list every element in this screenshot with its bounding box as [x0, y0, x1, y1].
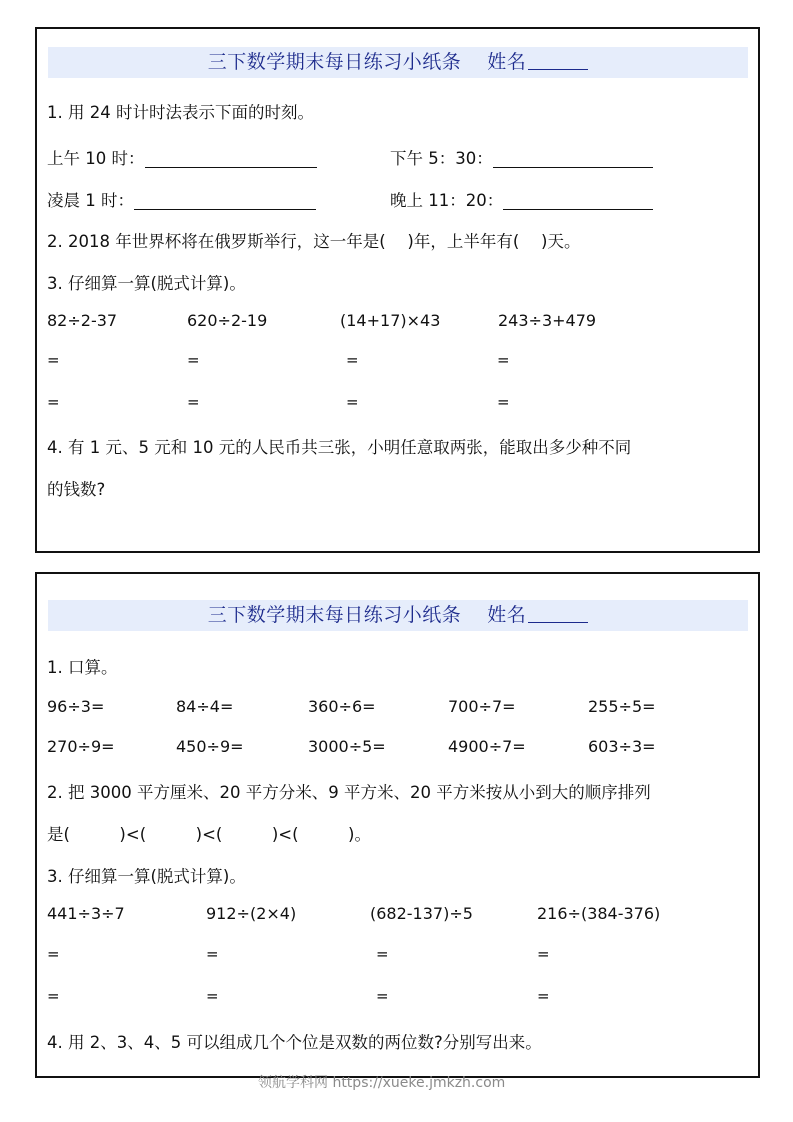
time-item-4: 晚上 11：20： [390, 187, 653, 211]
equals-sign: = [346, 393, 359, 411]
question-1-prompt: 1. 口算。 [47, 658, 118, 677]
worksheet-title-banner [48, 600, 748, 631]
mental-math-item: 4900÷7= [448, 737, 526, 756]
mental-math-item: 603÷3= [588, 737, 656, 756]
expression-4: 243÷3+479 [498, 311, 597, 330]
watermark-text: 领航学科网 https://xueke.jmkzh.com [258, 1075, 506, 1091]
expression-3: (14+17)×43 [340, 311, 441, 330]
time-item-2: 下午 5：30： [390, 145, 653, 169]
question-3-prompt: 3. 仔细算一算(脱式计算)。 [47, 274, 246, 293]
expression-1: 82÷2-37 [47, 311, 118, 330]
equals-sign: = [346, 351, 359, 369]
mental-math-item: 450÷9= [176, 737, 244, 756]
question-4-prompt-line2: 的钱数? [47, 480, 106, 499]
expression-2: 620÷2-19 [187, 311, 268, 330]
expression-4: 216÷(384-376) [537, 904, 661, 923]
name-label: 姓名 [487, 604, 527, 626]
mental-math-item: 96÷3= [47, 697, 105, 716]
time-item-1: 上午 10 时： [47, 145, 317, 169]
name-blank-field[interactable] [528, 602, 588, 623]
equals-sign: = [376, 987, 389, 1005]
answer-blank[interactable] [145, 151, 317, 168]
equals-sign: = [47, 351, 60, 369]
worksheet-title: 三下数学期末每日练习小纸条 [207, 51, 462, 73]
question-4-prompt-line1: 4. 有 1 元、5 元和 10 元的人民币共三张，小明任意取两张，能取出多少种不同 [47, 438, 632, 457]
mental-math-item: 84÷4= [176, 697, 234, 716]
time-item-3: 凌晨 1 时： [47, 187, 316, 211]
equals-sign: = [47, 987, 60, 1005]
question-4-prompt: 4. 用 2、3、4、5 可以组成几个个位是双数的两位数?分别写出来。 [47, 1033, 542, 1052]
answer-blank[interactable] [503, 193, 653, 210]
name-blank-field[interactable] [528, 49, 588, 70]
worksheet-card-2 [35, 572, 760, 1078]
equals-sign: = [206, 987, 219, 1005]
equals-sign: = [206, 945, 219, 963]
question-2-prompt-line1: 2. 把 3000 平方厘米、20 平方分米、9 平方米、20 平方米按从小到大的顺序排列 [47, 783, 651, 802]
question-2-prompt-line2: 是( )<( )<( )<( )。 [47, 825, 371, 844]
mental-math-item: 255÷5= [588, 697, 656, 716]
equals-sign: = [537, 987, 550, 1005]
worksheet-title-banner [48, 47, 748, 78]
mental-math-item: 700÷7= [448, 697, 516, 716]
equals-sign: = [497, 393, 510, 411]
equals-sign: = [47, 945, 60, 963]
worksheet-card-1 [35, 27, 760, 553]
question-1-prompt: 1. 用 24 时计时法表示下面的时刻。 [47, 103, 314, 122]
expression-1: 441÷3÷7 [47, 904, 125, 923]
equals-sign: = [187, 351, 200, 369]
answer-blank[interactable] [493, 151, 653, 168]
question-3-prompt: 3. 仔细算一算(脱式计算)。 [47, 867, 246, 886]
expression-2: 912÷(2×4) [206, 904, 297, 923]
equals-sign: = [47, 393, 60, 411]
expression-3: (682-137)÷5 [370, 904, 473, 923]
answer-blank[interactable] [134, 193, 316, 210]
equals-sign: = [497, 351, 510, 369]
question-2-prompt: 2. 2018 年世界杯将在俄罗斯举行，这一年是( )年，上半年有( )天。 [47, 232, 581, 251]
equals-sign: = [537, 945, 550, 963]
equals-sign: = [187, 393, 200, 411]
mental-math-item: 360÷6= [308, 697, 376, 716]
worksheet-title: 三下数学期末每日练习小纸条 [207, 604, 462, 626]
mental-math-item: 270÷9= [47, 737, 115, 756]
equals-sign: = [376, 945, 389, 963]
name-label: 姓名 [487, 51, 527, 73]
mental-math-item: 3000÷5= [308, 737, 386, 756]
